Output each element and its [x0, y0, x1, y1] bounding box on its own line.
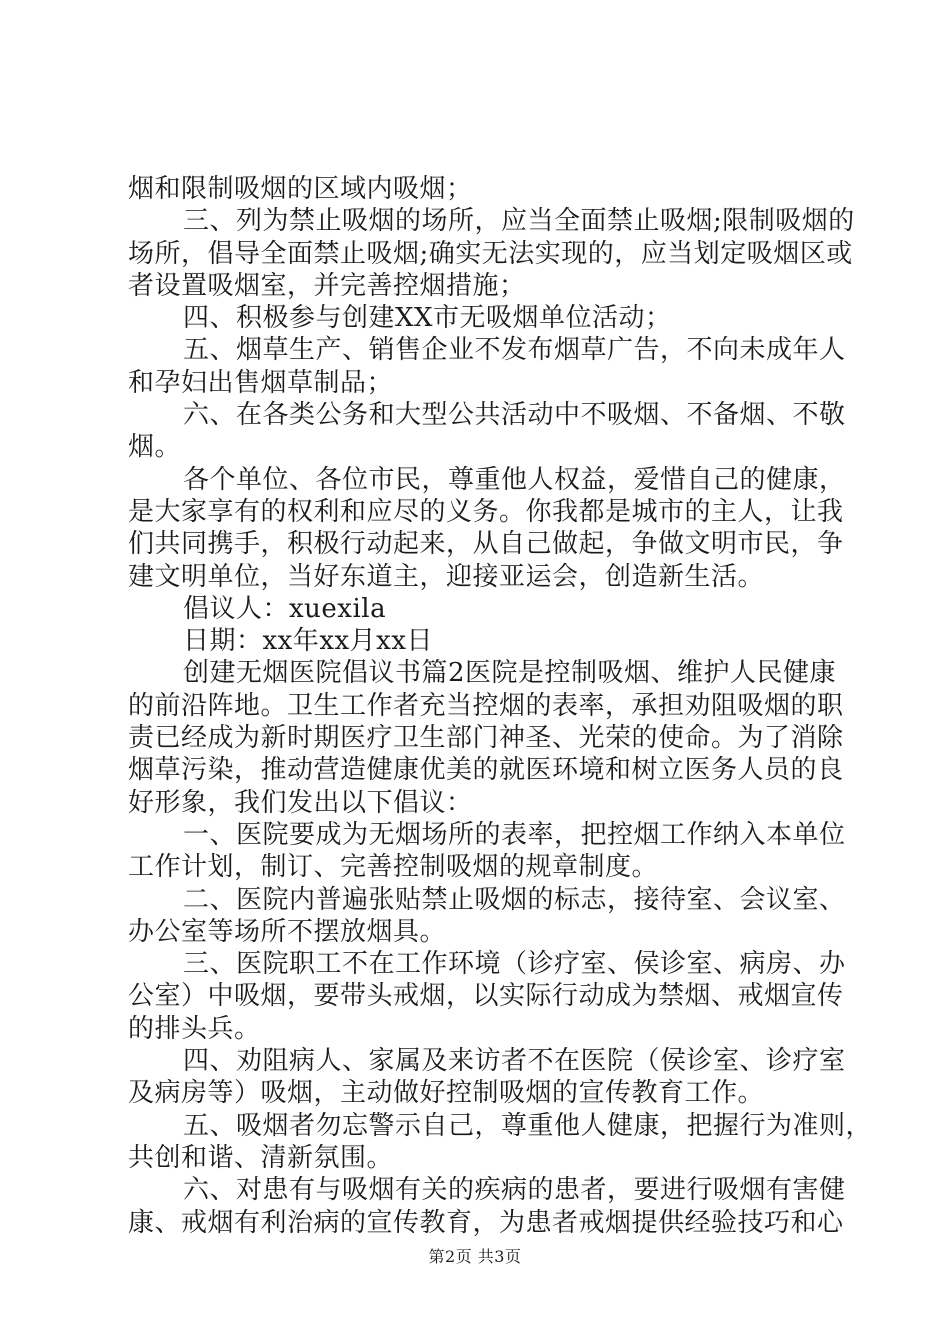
text-line: 三、医院职工不在工作环境（诊疗室、侯诊室、病房、办	[183, 949, 846, 980]
document-body	[128, 173, 873, 1239]
text-line: 五、烟草生产、销售企业不发布烟草广告，不向未成年人	[183, 335, 846, 366]
text-line: 日期：xx年xx月xx日	[183, 626, 433, 657]
text-line: 一、医院要成为无烟场所的表率，把控烟工作纳入本单位	[183, 819, 846, 850]
text-line: 建文明单位，当好东道主，迎接亚运会，创造新生活。	[128, 561, 765, 592]
text-line: 烟。	[128, 432, 182, 463]
text-line: 烟和限制吸烟的区域内吸烟；	[128, 174, 473, 204]
text-line: 六、在各类公务和大型公共活动中不吸烟、不备烟、不敬	[183, 400, 846, 431]
text-line: 公室）中吸烟，要带头戒烟，以实际行动成为禁烟、戒烟宣传	[128, 981, 844, 1012]
text-line: 二、医院内普遍张贴禁止吸烟的标志，接待室、会议室、	[183, 884, 846, 915]
text-line: 的排头兵。	[128, 1013, 261, 1044]
page-footer: 第2页 共3页	[428, 1247, 522, 1266]
text-line: 是大家享有的权利和应尽的义务。你我都是城市的主人，让我	[128, 496, 844, 527]
text-line: 康、戒烟有利治病的宣传教育，为患者戒烟提供经验技巧和心	[128, 1207, 844, 1238]
text-line: 三、列为禁止吸烟的场所，应当全面禁止吸烟;限制吸烟的	[183, 206, 855, 237]
text-line: 倡议人：xuexila	[183, 593, 387, 624]
text-line: 工作计划，制订、完善控制吸烟的规章制度。	[128, 852, 659, 883]
text-line: 办公室等场所不摆放烟具。	[128, 916, 447, 947]
text-line: 共创和谐、清新氛围。	[128, 1142, 394, 1173]
text-line: 四、积极参与创建XX市无吸烟单位活动；	[183, 303, 672, 334]
text-line: 烟草污染，推动营造健康优美的就医环境和树立医务人员的良	[128, 755, 844, 786]
text-line: 好形象，我们发出以下倡议：	[128, 787, 473, 818]
text-line: 责已经成为新时期医疗卫生部门神圣、光荣的使命。为了消除	[128, 723, 844, 754]
text-line: 创建无烟医院倡议书篇2医院是控制吸烟、维护人民健康	[183, 658, 837, 689]
text-line: 的前沿阵地。卫生工作者充当控烟的表率，承担劝阻吸烟的职	[128, 690, 844, 721]
text-line: 们共同携手，积极行动起来，从自己做起，争做文明市民，争	[128, 529, 844, 560]
text-line: 五、吸烟者勿忘警示自己，尊重他人健康，把握行为准则，	[183, 1110, 873, 1141]
text-line: 及病房等）吸烟，主动做好控制吸烟的宣传教育工作。	[128, 1078, 765, 1109]
text-line: 各个单位、各位市民，尊重他人权益，爱惜自己的健康，	[183, 464, 846, 495]
text-line: 场所，倡导全面禁止吸烟;确实无法实现的，应当划定吸烟区或	[128, 238, 853, 269]
text-line: 四、劝阻病人、家属及来访者不在医院（侯诊室、诊疗室	[183, 1046, 846, 1077]
text-line: 六、对患有与吸烟有关的疾病的患者，要进行吸烟有害健	[183, 1175, 846, 1206]
text-line: 者设置吸烟室，并完善控烟措施；	[128, 270, 526, 301]
text-line: 和孕妇出售烟草制品；	[128, 367, 394, 398]
